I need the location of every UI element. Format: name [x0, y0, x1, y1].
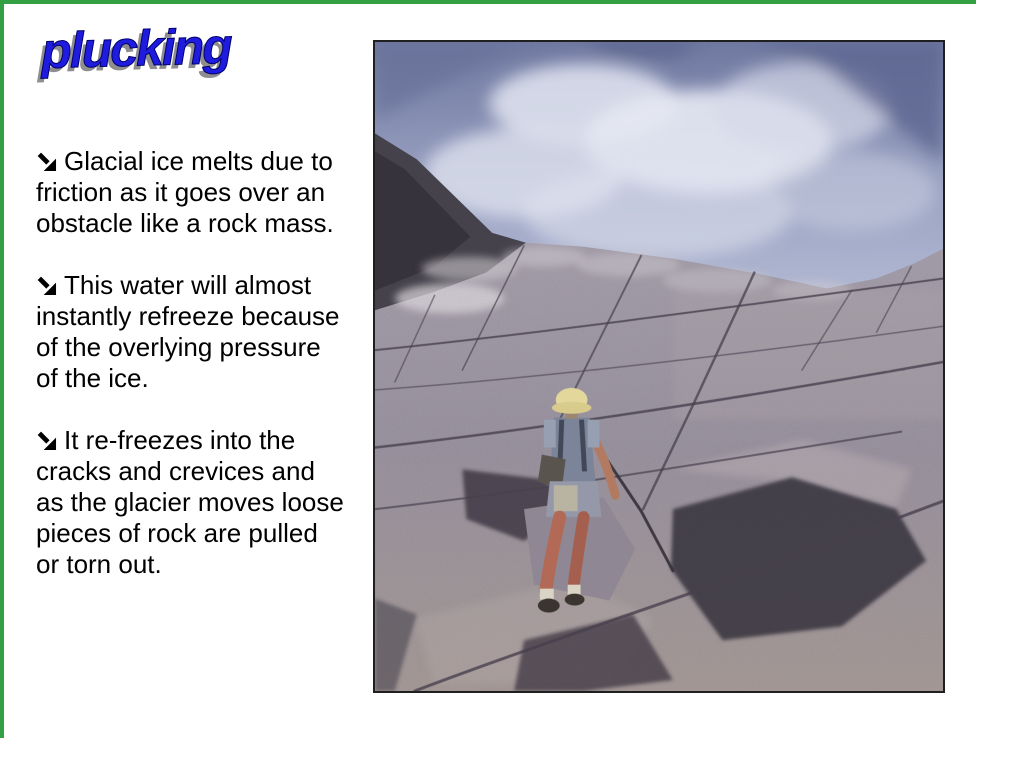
- slide-border-left: [0, 0, 4, 738]
- bullet-list: [36, 146, 370, 611]
- climber-boot-right: [565, 594, 585, 606]
- page-title: plucking: [40, 18, 232, 80]
- photo-illustration: [375, 42, 943, 691]
- se-arrow-bullet-icon: [36, 151, 57, 172]
- climber-shorts-patch: [554, 485, 578, 511]
- bullet-item: Glacial ice melts due to friction as it goes over an obstacle like a rock mass.: [36, 146, 334, 238]
- climber-sock-right: [568, 585, 581, 595]
- photo-rock-slope: [375, 231, 943, 691]
- bullet-item: This water will almost instantly refreeze because of the overlying pressure of the ice.: [36, 270, 340, 393]
- climber-sleeve-left: [544, 420, 556, 448]
- backpack-strap-right: [582, 420, 585, 472]
- slide-border-top: [0, 0, 976, 4]
- climber-sleeve-right: [588, 420, 600, 448]
- se-arrow-bullet-icon: [36, 430, 57, 451]
- climber-sock-left: [540, 589, 554, 600]
- climber-boot-left: [538, 599, 560, 613]
- se-arrow-bullet-icon: [36, 275, 57, 296]
- climber-hat-brim: [552, 402, 592, 414]
- photo-frame: [373, 40, 945, 693]
- bullet-item: It re-freezes into the cracks and crevices and as the glacier moves loose pieces of rock are pulled or torn out.: [36, 425, 344, 579]
